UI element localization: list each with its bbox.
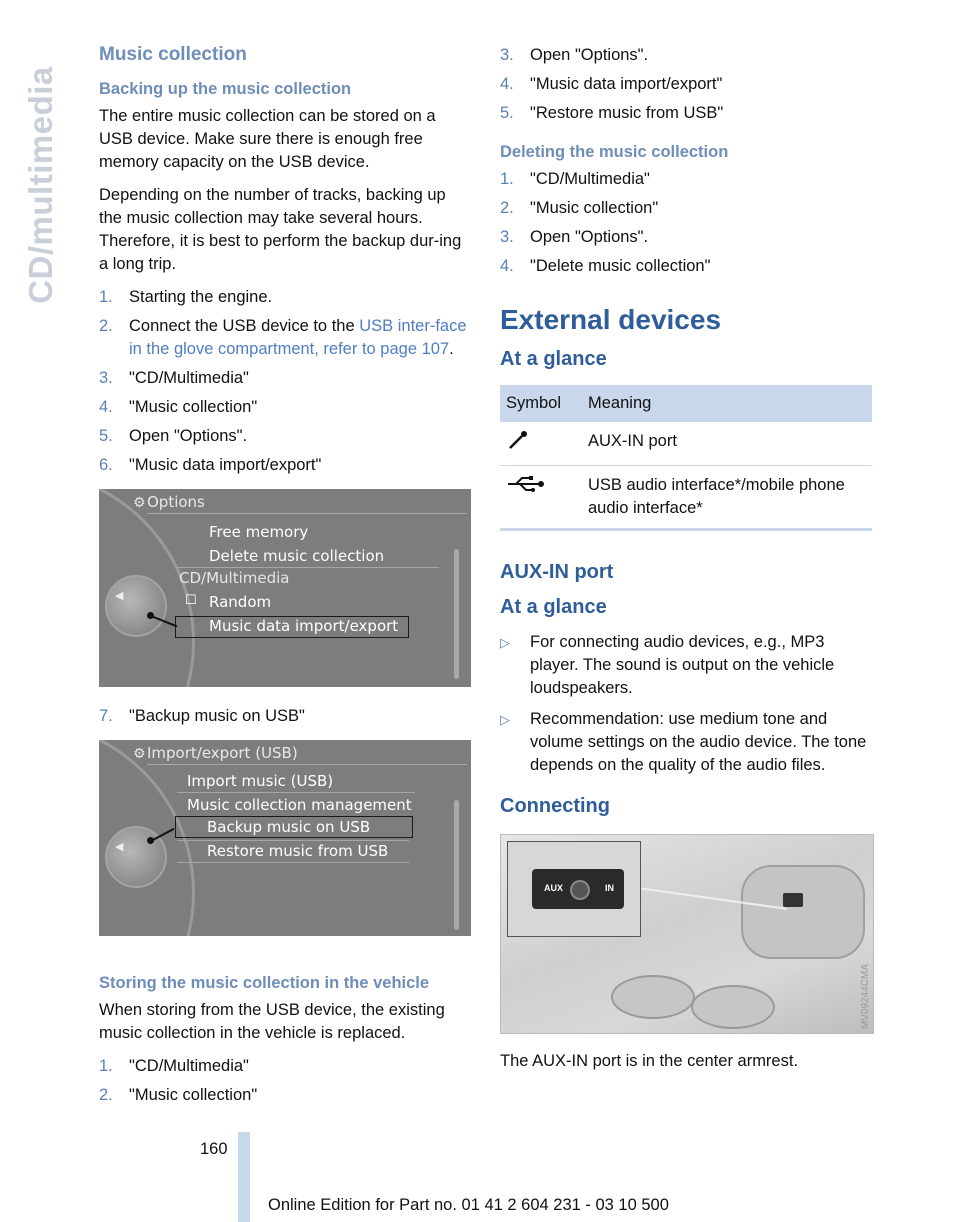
step-7 [99, 705, 471, 728]
menu-item-random: Random [209, 593, 272, 611]
list-item: 1. "CD/Multimedia" [99, 1057, 249, 1075]
edition-note: Online Edition for Part no. 01 41 2 604 231 - 03 10 500 [268, 1196, 669, 1214]
left-column [99, 44, 471, 1119]
list-item: 3. Open "Options". [500, 228, 649, 246]
list-item: ▷ Recommendation: use medium tone and volume settings on the audio device. The tone depends on the quality of the audio files. [500, 710, 867, 774]
table-row [500, 422, 872, 466]
controller-knob [105, 575, 167, 637]
usb-interface-link[interactable]: USB inter-face in the glove compartment, refer to page 107 [129, 317, 467, 358]
screen-title: Import/export (USB) [147, 744, 298, 762]
menu-item-restore-music: Restore music from USB [207, 842, 389, 860]
menu-item-backup-music: Backup music on USB [207, 818, 371, 836]
list-item: 3. Open "Options". [500, 46, 649, 64]
list-item: 6. "Music data import/export" [99, 456, 322, 474]
settings-icon: ⚙ [133, 746, 146, 762]
list-item: 7. "Backup music on USB" [99, 707, 305, 725]
list-item: 5. Open "Options". [99, 427, 248, 445]
menu-item-collection-management: Music collection management [187, 796, 412, 814]
list-item: 1. Starting the engine. [99, 288, 273, 306]
menu-item-free-memory: Free memory [209, 523, 309, 541]
backup-paragraph-1: The entire music collection can be stored on a USB device. Make sure there is enough free memory capacity on the USB device. [99, 107, 436, 171]
delete-steps [500, 168, 872, 278]
menu-item-import-music: Import music (USB) [187, 772, 334, 790]
side-chapter-title: CD/multimedia [22, 66, 59, 304]
connecting-heading: Connecting [500, 795, 610, 817]
screen-title: Options [147, 493, 205, 511]
aux-in-heading: AUX-IN port [500, 561, 614, 583]
triangle-bullet-icon: ▷ [500, 712, 510, 727]
list-item: 1. "CD/Multimedia" [500, 170, 650, 188]
menu-item-delete-collection: Delete music collection [209, 547, 385, 565]
external-devices-heading: External devices [500, 304, 722, 335]
list-item: 3. "CD/Multimedia" [99, 369, 249, 387]
at-a-glance-heading: At a glance [500, 348, 607, 370]
meaning-usb: USB audio interface*/mobile phone audio interface* [582, 466, 872, 530]
page-number: 160 [200, 1140, 228, 1158]
delete-heading: Deleting the music collection [500, 143, 729, 161]
symbol-table [500, 385, 872, 531]
store-heading: Storing the music collection in the vehicle [99, 974, 430, 992]
store-paragraph: When storing from the USB device, the existing music collection in the vehicle is replaced. [99, 1001, 445, 1042]
list-item: 4. "Music data import/export" [500, 75, 723, 93]
aux-at-a-glance-heading: At a glance [500, 596, 607, 618]
scrollbar [454, 800, 459, 930]
list-item: 2. "Music collection" [500, 199, 659, 217]
list-item: ▷ For connecting audio devices, e.g., MP3 player. The sound is output on the vehicle loudspeakers. [500, 633, 835, 697]
meaning-aux: AUX-IN port [582, 422, 872, 466]
aux-bullets [500, 631, 872, 777]
triangle-bullet-icon: ▷ [500, 635, 510, 650]
aux-plug-icon [506, 430, 530, 450]
meaning-column-header: Meaning [582, 385, 872, 422]
store-steps [99, 1055, 471, 1107]
checkbox-icon: ☐ [185, 593, 197, 608]
backup-paragraph-2: Depending on the number of tracks, backing up the music collection may take several hours. Therefore, it is best to perform the backup dur-ing a long trip. [99, 186, 462, 273]
left-arrow-icon: ◀ [115, 589, 124, 602]
table-row [500, 466, 872, 530]
list-item: 5. "Restore music from USB" [500, 104, 724, 122]
aux-port-photo [500, 834, 874, 1034]
list-item: 4. "Delete music collection" [500, 257, 711, 275]
restore-steps [500, 44, 872, 125]
settings-icon: ⚙ [133, 495, 146, 511]
import-export-screen [99, 740, 471, 936]
options-screen [99, 489, 471, 687]
list-item: 2. "Music collection" [99, 1086, 258, 1104]
list-item: 2. Connect the USB device to the USB inter-face in the glove compartment, refer to page 107. [99, 317, 467, 358]
list-item: 4. "Music collection" [99, 398, 258, 416]
backup-heading: Backing up the music collection [99, 80, 352, 98]
music-collection-heading: Music collection [99, 44, 247, 65]
aux-port [783, 893, 803, 907]
symbol-column-header: Symbol [500, 385, 582, 422]
image-code: MV09244CMA [860, 963, 871, 1029]
aux-detail-inset: AUX IN [507, 841, 641, 937]
backup-steps [99, 286, 471, 477]
right-column [500, 44, 872, 1083]
left-arrow-icon: ◀ [115, 840, 124, 853]
photo-caption: The AUX-IN port is in the center armrest. [500, 1052, 799, 1070]
usb-icon [506, 474, 546, 494]
scrollbar [454, 549, 459, 679]
menu-item-music-import-export: Music data import/export [209, 617, 399, 635]
menu-section-cd-multimedia: CD/Multimedia [179, 569, 290, 587]
footer-bar [238, 1132, 250, 1222]
